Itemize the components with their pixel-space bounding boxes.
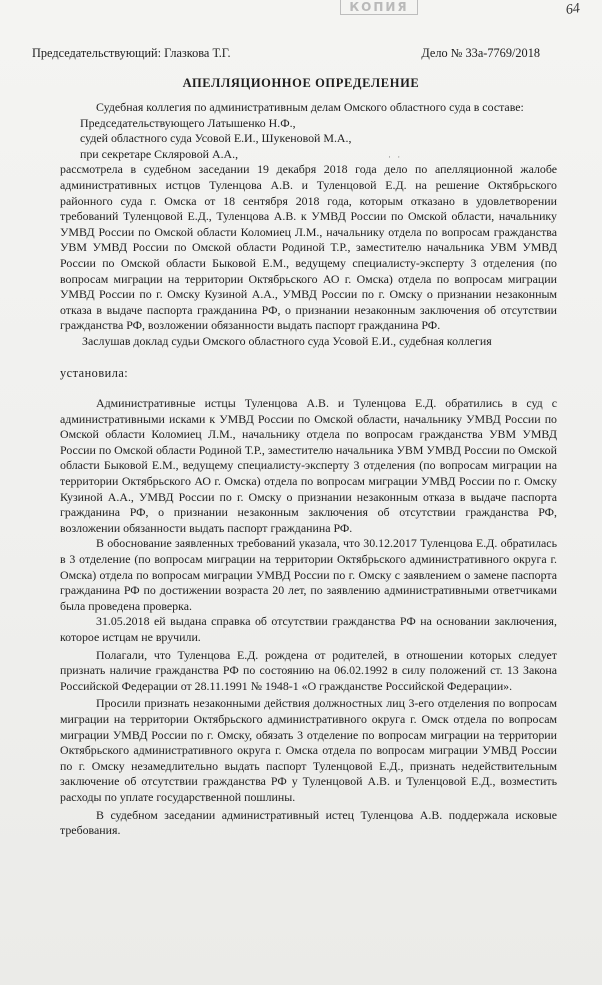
- body-paragraph-5: Просили признать незаконными действия должностных лиц 3-его отделения по вопросам миграции на территории Октябрьского административного округа г. Омск отдела по вопросам миграции УМВД России по г. Омску, обязать 3 отделение по вопросам миграции на территории Октябрьского административного округа г. Омска отдела по вопросам миграции УМВД России по г. Омску незамедлительно выдать паспорт Туленцовой Е.Д., признать недействительным заключение об отсутствии гражданства РФ у Туленцовой А.В. и Туленцовой Е.Д., возместить расходы по уплате государственной пошлины.: [60, 696, 557, 804]
- intro-line-1: Судебная коллегия по административным делам Омского областного суда в составе:: [96, 100, 524, 114]
- case-number: Дело № 33а-7769/2018: [421, 46, 540, 60]
- body-paragraph-2: В обоснование заявленных требований указала, что 30.12.2017 Туленцова Е.Д. обратилась в 3 отделение (по вопросам миграции на территории Октябрьского административного округа г. Омска) отдела по вопросам миграции УМВД России по г. Омску с заявлением о замене паспорта гражданина РФ по достижении возраста 20 лет, по заявлению административными ответчиками была проведена проверка.: [60, 536, 557, 613]
- intro-line-3: судей областного суда Усовой Е.И., Шукеновой М.А.,: [80, 131, 352, 146]
- body-paragraph-6: В судебном заседании административный истец Туленцова А.В. поддержала исковые требования.: [60, 807, 557, 838]
- heard-paragraph: Заслушав доклад судьи Омского областного суда Усовой Е.И., судебная коллегия: [82, 333, 492, 348]
- handwritten-page-number: 64: [564, 1, 581, 18]
- intro-line-2: Председательствующего Латышенко Н.Ф.,: [80, 115, 296, 130]
- intro-line-4: при секретаре Скляровой А.А.,: [80, 146, 239, 161]
- body-paragraph-1: Административные истцы Туленцова А.В. и Туленцова Е.Д. обратились в суд с административными исками к УМВД России по Омской области, начальнику УМВД России по Омской области Коломиец Л.М., начальнику отдела по вопросам гражданства УВМ УМВД России по Омской области Родиной Т.Р., заместителю начальника УВМ УМВД России по Омской области Быковой Е.М., ведущему специалисту-эксперту 3 отделения (по вопросам миграции на территории Октябрьского АО г. Омска) отдела по вопросам миграции УМВД России по г. Омску Кузиной А.А., УМВД России по г. Омску о признании незаконным отказа в выдаче паспорта гражданина РФ, о признании незаконным заключения об отсутствии гражданства РФ, возложении обязанности выдать паспорт гражданина РФ.: [60, 396, 557, 535]
- presiding-judge: Председательствующий: Глазкова Т.Г.: [32, 46, 231, 60]
- scan-dots: · ·: [388, 152, 403, 162]
- established-heading: установила:: [60, 365, 129, 380]
- body-paragraph-3: 31.05.2018 ей выдана справка об отсутствии гражданства РФ на основании заключения, которое истцам не вручили.: [60, 614, 557, 644]
- body-paragraph-4: Полагали, что Туленцова Е.Д. рождена от родителей, в отношении которых следует признать наличие гражданства РФ по состоянию на 06.02.1992 в силу положений ст. 13 Закона Российской Федерации от 28.11.1991 № 1948-1 «О гражданстве Российской Федерации».: [60, 647, 557, 693]
- document-title: АПЕЛЛЯЦИОННОЕ ОПРЕДЕЛЕНИЕ: [182, 76, 420, 90]
- copy-stamp: КОПИЯ: [340, 0, 418, 15]
- document-body: [60, 100, 557, 839]
- considered-paragraph: рассмотрела в судебном заседании 19 декабря 2018 года дело по апелляционной жалобе административных истцов Туленцова А.В. и Туленцовой Е.Д. на решение Октябрьского районного суда г. Омска от 18 сентября 2018 года, которым отказано в удовлетворении требований Туленцовой Е.Д., Туленцова А.В. к УМВД России по Омской области, начальнику УМВД России по Омской области Коломиец Л.М., начальнику отдела по вопросам гражданства УВМ УМВД России по Омской области Родиной Т.Р., заместителю начальника УВМ УМВД России по Омской области Быковой Е.М., ведущему специалисту-эксперту 3 отделения (по вопросам миграции на территории Октябрьского АО г. Омска) отдела по вопросам миграции УМВД России по г. Омску Кузиной А.А., УМВД России по г. Омску о признании незаконным отказа в выдаче паспорта гражданина РФ, о признании незаконным заключения об отсутствии гражданства РФ, возложении обязанности выдать паспорт гражданина РФ.: [60, 162, 557, 333]
